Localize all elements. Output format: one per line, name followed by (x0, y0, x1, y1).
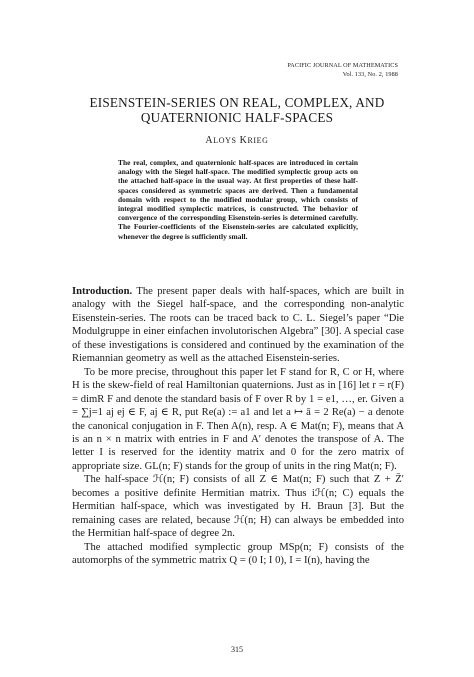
paragraph-4: The attached modified symplectic group MSp(n; F) consists of the automorphs of the symmetric matrix Q = (0 I; I 0), I = I(n), having the (72, 541, 404, 567)
paragraph-1-text: The present paper deals with half-spaces, which are built in analogy with the Siegel half-space, and the corresponding non-analytic Eisenstein-series. The roots can be traced back to C. L. Siegel’s paper “Die Modulgruppe in einer einfachen involutorischen Algebra” [30]. A special case of these investigations is considered and continued by the examination of the Riemannian geometry as well as the attached Eisenstein-series. (72, 286, 404, 365)
title-line-1: EISENSTEIN-SERIES ON REAL, COMPLEX, AND (89, 95, 385, 110)
title-line-2: QUATERNIONIC HALF-SPACES (140, 110, 334, 125)
intro-heading: Introduction. (72, 286, 133, 297)
journal-volume: Vol. 133, No. 2, 1988 (342, 71, 398, 78)
paper-title (0, 95, 474, 125)
journal-header (287, 61, 398, 79)
page-number: 315 (231, 645, 243, 654)
paragraph-intro (72, 285, 404, 366)
author-first-initial: A (205, 135, 214, 146)
author-last-initial: K (239, 135, 248, 146)
author-first-rest: LOYS (213, 136, 237, 145)
author-last-rest: RIEG (247, 136, 269, 145)
paragraph-2: To be more precise, throughout this paper let F stand for R, C or H, where H is the skew-field of real Hamiltonian quaternions. Just as in [16] let r = r(F) = dimR F and denote the standard basis of F over R by 1 = e1, …, er. Given a = ∑j=1 aj ej ∈ F, aj ∈ R, put Re(a) := a1 and let a ↦ ā = 2 Re(a) − a denote the canonical conjugation in F. Then A(n), resp. A ∈ Mat(n; F), means that A is an n × n matrix with entries in F and A′ denotes the transpose of A. The letter I is reserved for the identity matrix and 0 for the zero matrix of appropriate size. GL(n; F) stands for the group of units in the ring Mat(n; F). (72, 366, 404, 472)
body-text (72, 285, 404, 568)
journal-name: PACIFIC JOURNAL OF MATHEMATICS (287, 62, 398, 69)
paragraph-3: The half-space ℋ(n; F) consists of all Z ∈ Mat(n; F) such that Z + Z̄′ becomes a positive definite Hermitian matrix. Thus iℋ(n; C) equals the Hermitian half-space, which was investigated by H. Braun [3]. But the remaining cases are related, because ℋ(n; H) can always be embedded into the Hermitian half-space of degree 2n. (72, 474, 404, 540)
author-name (0, 135, 474, 146)
abstract: The real, complex, and quaternionic half-spaces are introduced in certain analogy with the Siegel half-space. The modified symplectic group acts on the attached half-space in the usual way. At first properties of these half-spaces considered as symmetric spaces are derived. Then a fundamental domain with respect to the modified modular group, which consists of integral modified symplectic matrices, is constructed. The behavior of convergence of the corresponding Eisenstein-series is determined carefully. The Fourier-coefficients of the Eisenstein-series are calculated explicitly, whenever the degree is sufficiently small. (118, 158, 358, 241)
